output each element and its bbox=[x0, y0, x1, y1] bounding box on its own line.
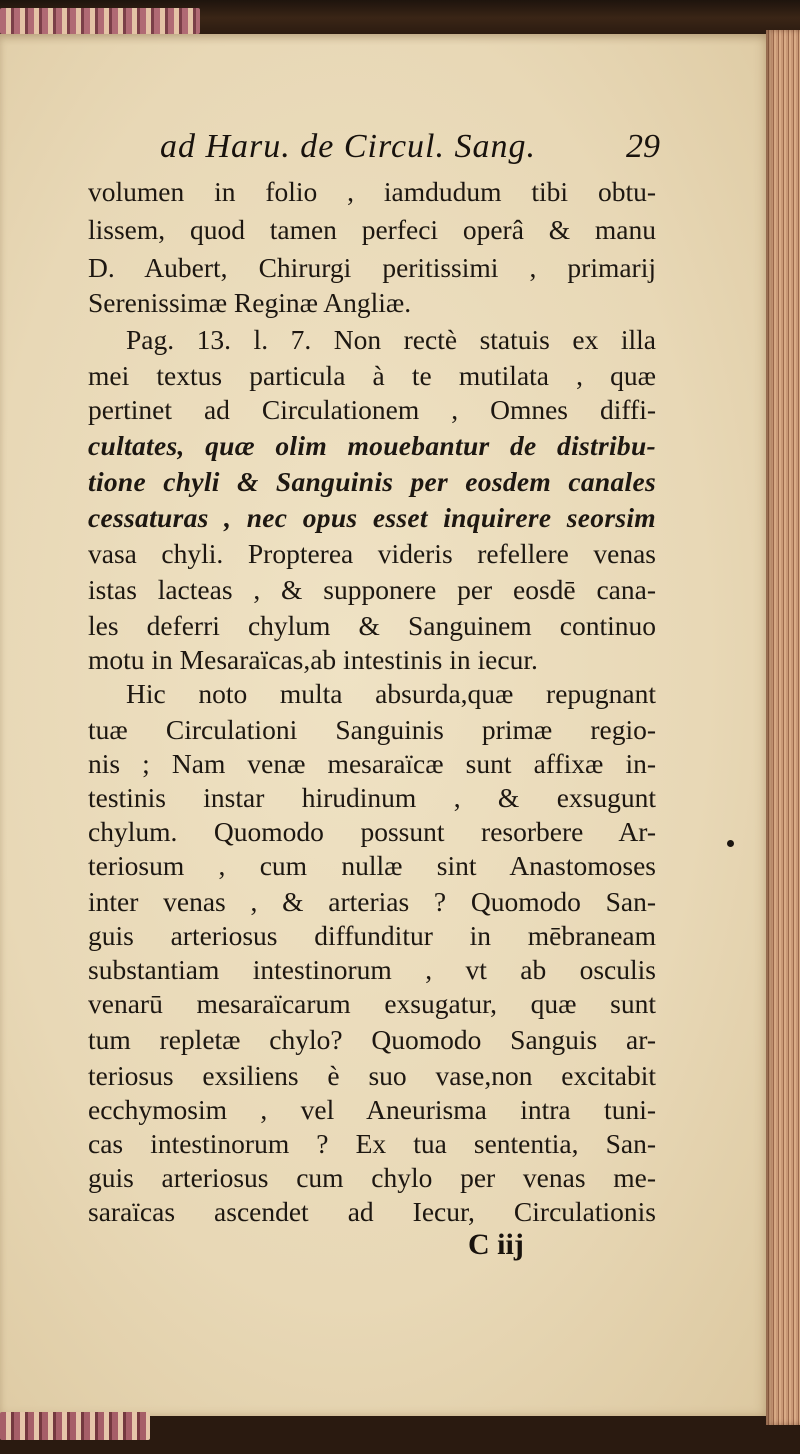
ink-spot bbox=[727, 840, 734, 847]
running-head-title: ad Haru. de Circul. Sang. bbox=[160, 128, 537, 165]
text-line: tione chyli & Sanguinis per eosdem canales bbox=[88, 466, 656, 497]
text-line: Pag. 13. l. 7. Non rectè statuis ex illa bbox=[126, 324, 656, 355]
text-line: chylum. Quomodo possunt resorbere Ar- bbox=[88, 816, 656, 847]
text-line: testinis instar hirudinum , & exsugunt bbox=[88, 782, 656, 813]
text-line: pertinet ad Circulationem , Omnes diffi- bbox=[88, 394, 656, 425]
text-line: Hic noto multa absurda,quæ repugnant bbox=[126, 678, 656, 709]
text-line: vasa chyli. Propterea videris refellere venas bbox=[88, 538, 656, 569]
text-line: venarū mesaraïcarum exsugatur, quæ sunt bbox=[88, 988, 656, 1019]
text-line: D. Aubert, Chirurgi peritissimi , primarij bbox=[88, 252, 656, 283]
text-line: saraïcas ascendet ad Iecur, Circulationis bbox=[88, 1196, 656, 1227]
signature-mark: C iij bbox=[468, 1228, 524, 1261]
text-line: tum repletæ chylo? Quomodo Sanguis ar- bbox=[88, 1024, 656, 1055]
text-line: istas lacteas , & supponere per eosdē cana- bbox=[88, 574, 656, 605]
text-line: tuæ Circulationi Sanguinis primæ regio- bbox=[88, 714, 656, 745]
page-number: 29 bbox=[626, 128, 660, 165]
text-line: cultates, quæ olim mouebantur de distribu- bbox=[88, 430, 656, 461]
running-head bbox=[160, 128, 660, 176]
text-line: substantiam intestinorum , vt ab osculis bbox=[88, 954, 656, 985]
text-line: motu in Mesaraïcas,ab intestinis in iecur. bbox=[88, 644, 538, 675]
text-line: teriosus exsiliens è suo vase,non excitabit bbox=[88, 1060, 656, 1091]
text-line: cessaturas , nec opus esset inquirere seorsim bbox=[88, 502, 656, 533]
text-line: ecchymosim , vel Aneurisma intra tuni- bbox=[88, 1094, 656, 1125]
page-fore-edge bbox=[766, 30, 800, 1425]
headband-bottom bbox=[0, 1412, 150, 1440]
text-line: volumen in folio , iamdudum tibi obtu- bbox=[88, 176, 656, 207]
text-line: les deferri chylum & Sanguinem continuo bbox=[88, 610, 656, 641]
text-line: Serenissimæ Reginæ Angliæ. bbox=[88, 287, 412, 318]
text-line: inter venas , & arterias ? Quomodo San- bbox=[88, 886, 656, 917]
text-line: lissem, quod tamen perfeci operâ & manu bbox=[88, 214, 656, 245]
text-line: nis ; Nam venæ mesaraïcæ sunt affixæ in- bbox=[88, 748, 656, 779]
text-line: mei textus particula à te mutilata , quæ bbox=[88, 360, 656, 391]
text-line: guis arteriosus cum chylo per venas me- bbox=[88, 1162, 656, 1193]
headband-top bbox=[0, 8, 200, 34]
text-line: cas intestinorum ? Ex tua sententia, San- bbox=[88, 1128, 656, 1159]
text-line: teriosum , cum nullæ sint Anastomoses bbox=[88, 850, 656, 881]
text-line: guis arteriosus diffunditur in mēbraneam bbox=[88, 920, 656, 951]
